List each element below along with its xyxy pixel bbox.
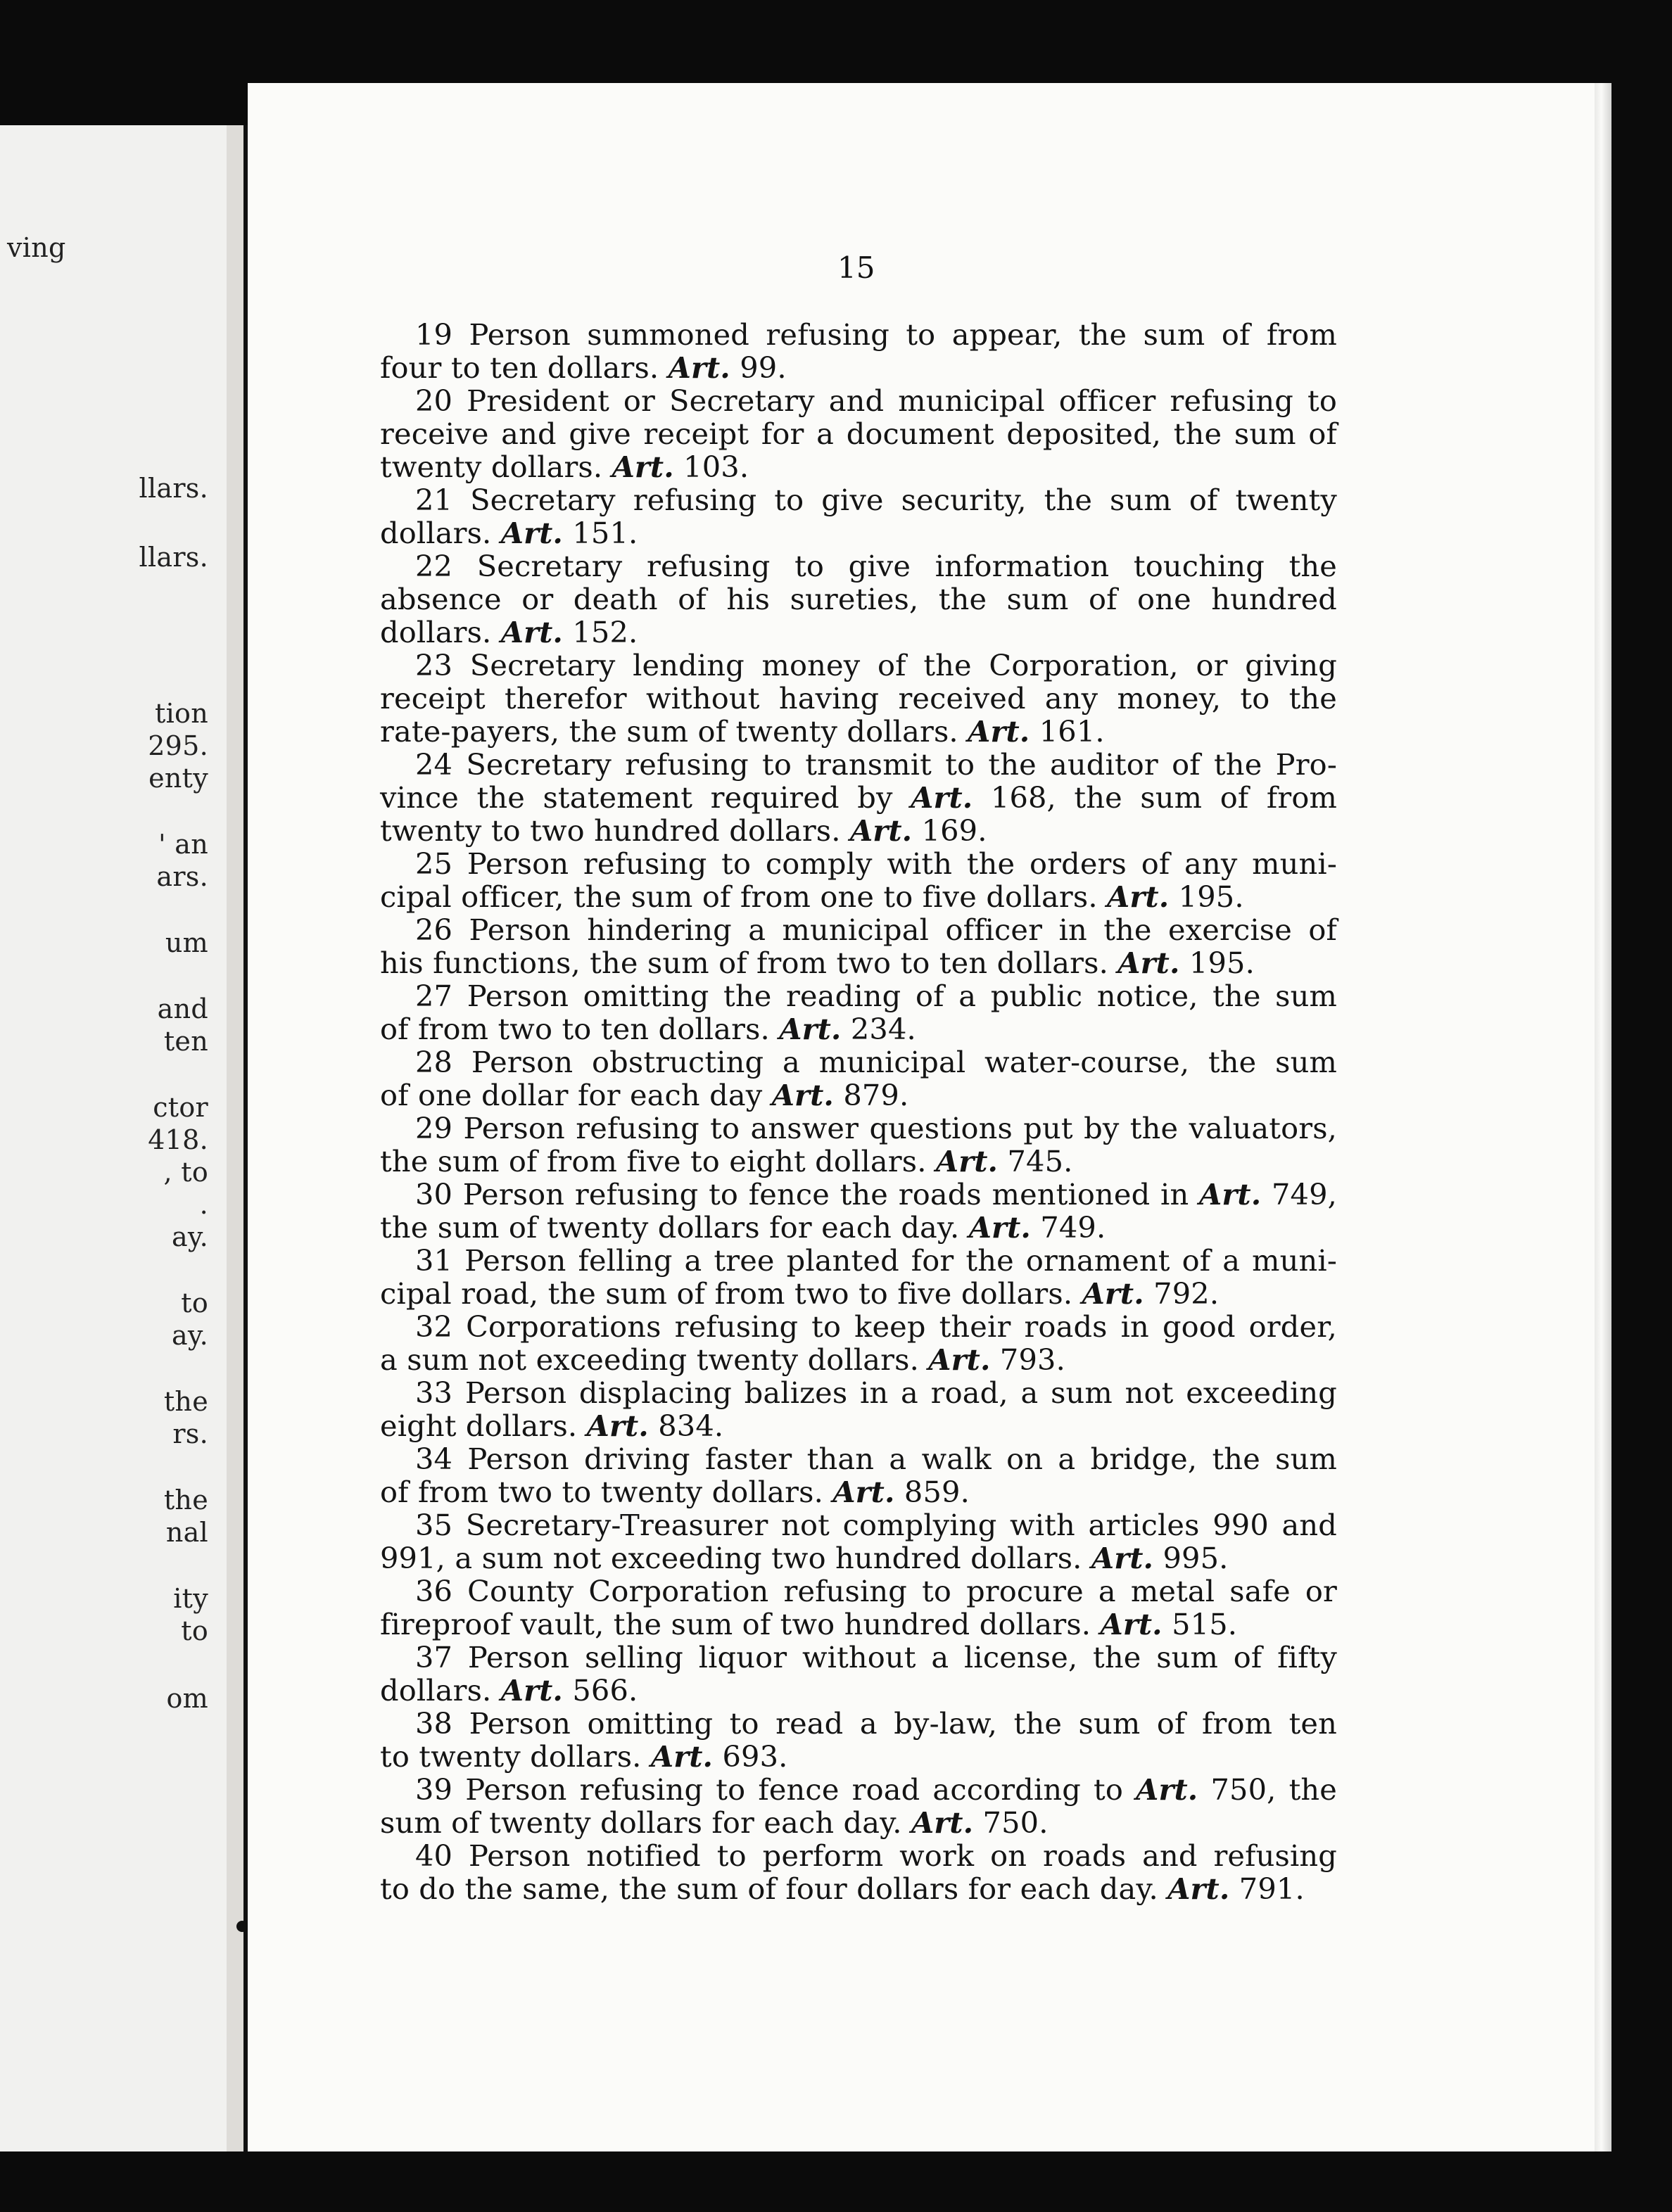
article-reference: Art. bbox=[911, 1805, 974, 1840]
line-text: four to ten dollars. bbox=[380, 350, 659, 385]
line-text: 21 Secretary refusing to give security, the sum of twenty bbox=[415, 483, 1337, 517]
entry-line bbox=[380, 847, 1337, 880]
entry-line bbox=[380, 1707, 1337, 1740]
article-number: 168, the sum of from bbox=[973, 780, 1338, 815]
penalty-entry bbox=[380, 1178, 1337, 1244]
line-text: receive and give receipt for a document deposited, the sum of bbox=[380, 417, 1337, 451]
article-reference: Art. bbox=[668, 350, 730, 385]
article-number: 859. bbox=[894, 1475, 970, 1509]
article-number: 995. bbox=[1153, 1541, 1229, 1575]
entry-line bbox=[380, 1442, 1337, 1475]
page-number: 15 bbox=[837, 250, 875, 285]
left-page-text-fragment: rs. bbox=[172, 1418, 208, 1449]
penalty-entry bbox=[380, 847, 1337, 913]
entry-line bbox=[380, 1773, 1337, 1806]
penalty-entry bbox=[380, 748, 1337, 847]
entry-line bbox=[380, 1145, 1337, 1178]
entry-line bbox=[380, 1872, 1337, 1905]
binding-mark bbox=[236, 1921, 248, 1932]
left-page-text-fragment: ars. bbox=[156, 861, 208, 892]
article-number: 879. bbox=[833, 1078, 909, 1112]
line-text: 35 Secretary-Treasurer not complying with articles 990 and bbox=[415, 1508, 1337, 1542]
line-text: to twenty dollars. bbox=[380, 1739, 642, 1774]
article-number: 750. bbox=[973, 1805, 1049, 1840]
article-reference: Art. bbox=[1107, 879, 1170, 914]
left-page-text-fragment: ' an bbox=[158, 829, 208, 860]
article-reference: Art. bbox=[849, 813, 913, 848]
line-text: to do the same, the sum of four dollars for each day. bbox=[380, 1871, 1158, 1906]
article-reference: Art. bbox=[968, 714, 1030, 749]
entry-line bbox=[380, 682, 1337, 715]
entry-line bbox=[380, 1244, 1337, 1277]
entry-line bbox=[380, 649, 1337, 682]
article-reference: Art. bbox=[771, 1078, 834, 1112]
entry-line bbox=[380, 1508, 1337, 1542]
penalty-entry bbox=[380, 549, 1337, 649]
article-number: 195. bbox=[1179, 946, 1255, 980]
entry-line bbox=[380, 1542, 1337, 1575]
left-page-text-fragment: enty bbox=[148, 763, 208, 794]
line-text: 40 Person notified to perform work on roads and refusing bbox=[415, 1838, 1337, 1873]
left-page-text-fragment: ay. bbox=[171, 1221, 208, 1252]
entry-line bbox=[380, 1079, 1337, 1112]
entry-line bbox=[380, 715, 1337, 748]
article-number: 161. bbox=[1030, 714, 1105, 749]
line-text: 991, a sum not exceeding two hundred dollars. bbox=[380, 1541, 1082, 1575]
article-reference: Art. bbox=[968, 1210, 1031, 1245]
entry-line bbox=[380, 979, 1337, 1012]
left-page-text-fragment: the bbox=[163, 1485, 208, 1515]
article-number: 791. bbox=[1229, 1871, 1305, 1906]
entry-line bbox=[380, 1343, 1337, 1376]
article-reference: Art. bbox=[500, 615, 563, 649]
left-page-text-fragment: and bbox=[157, 993, 208, 1024]
article-reference: Art. bbox=[1136, 1772, 1198, 1807]
line-text: 19 Person summoned refusing to appear, the sum of from bbox=[415, 317, 1337, 352]
article-number: 834. bbox=[648, 1409, 724, 1443]
left-page-text-fragment: 418. bbox=[148, 1124, 208, 1155]
line-text: of from two to twenty dollars. bbox=[380, 1475, 823, 1509]
line-text: 25 Person refusing to comply with the orders of any muni- bbox=[415, 846, 1337, 881]
penalty-list bbox=[380, 318, 1337, 1905]
penalty-entry bbox=[380, 1773, 1337, 1839]
entry-line bbox=[380, 616, 1337, 649]
left-page-text-fragment: ay. bbox=[171, 1320, 208, 1351]
left-page-text-fragment: ten bbox=[163, 1026, 208, 1057]
line-text: the sum of from five to eight dollars. bbox=[380, 1144, 927, 1178]
left-page-text-fragment: . bbox=[199, 1189, 208, 1220]
left-page-text-fragment: llars. bbox=[139, 473, 208, 504]
entry-line bbox=[380, 450, 1337, 483]
penalty-entry bbox=[380, 1707, 1337, 1773]
entry-line bbox=[380, 814, 1337, 847]
line-text: 34 Person driving faster than a walk on a bridge, the sum bbox=[415, 1442, 1337, 1476]
article-number: 749, bbox=[1261, 1177, 1337, 1212]
line-text: 37 Person selling liquor without a license, the sum of fifty bbox=[415, 1640, 1337, 1674]
article-number: 169. bbox=[912, 813, 987, 848]
page-edge bbox=[1595, 83, 1611, 2151]
entry-line bbox=[380, 583, 1337, 616]
line-text: dollars. bbox=[380, 1673, 492, 1708]
article-reference: Art. bbox=[500, 516, 563, 550]
entry-line bbox=[380, 1641, 1337, 1674]
entry-line bbox=[380, 1839, 1337, 1872]
previous-page-fragment bbox=[0, 125, 231, 2151]
penalty-entry bbox=[380, 1244, 1337, 1310]
entry-line bbox=[380, 1211, 1337, 1244]
line-text: 33 Person displacing balizes in a road, a sum not exceeding bbox=[415, 1375, 1337, 1410]
penalty-entry bbox=[380, 649, 1337, 748]
entry-line bbox=[380, 1376, 1337, 1409]
penalty-entry bbox=[380, 1508, 1337, 1575]
entry-line bbox=[380, 1475, 1337, 1508]
entry-line bbox=[380, 516, 1337, 549]
entry-line bbox=[380, 1277, 1337, 1310]
entry-line bbox=[380, 880, 1337, 913]
article-reference: Art. bbox=[1082, 1276, 1144, 1311]
entry-line bbox=[380, 913, 1337, 946]
article-number: 566. bbox=[563, 1673, 638, 1708]
line-text: the sum of twenty dollars for each day. bbox=[380, 1210, 960, 1245]
line-text: vince the statement required by bbox=[380, 780, 893, 815]
penalty-entry bbox=[380, 1045, 1337, 1112]
line-text: 27 Person omitting the reading of a public notice, the sum bbox=[415, 979, 1337, 1013]
entry-line bbox=[380, 946, 1337, 979]
line-text: rate-payers, the sum of twenty dollars. bbox=[380, 714, 958, 749]
entry-line bbox=[380, 1045, 1337, 1079]
line-text: his functions, the sum of from two to ten dollars. bbox=[380, 946, 1108, 980]
penalty-entry bbox=[380, 1575, 1337, 1641]
article-reference: Art. bbox=[1167, 1871, 1230, 1906]
line-text: twenty dollars. bbox=[380, 450, 603, 484]
article-number: 693. bbox=[713, 1739, 788, 1774]
left-page-text-fragment: to bbox=[181, 1288, 208, 1318]
line-text: cipal officer, the sum of from one to five dollars. bbox=[380, 879, 1098, 914]
left-page-text-fragment: llars. bbox=[139, 542, 208, 573]
article-number: 195. bbox=[1169, 879, 1244, 914]
line-text: 20 President or Secretary and municipal officer refusing to bbox=[415, 383, 1337, 418]
line-text: cipal road, the sum of from two to five dollars. bbox=[380, 1276, 1073, 1311]
left-page-text-fragment: ving bbox=[7, 232, 66, 263]
left-page-text-fragment: tion bbox=[155, 698, 208, 729]
penalty-entry bbox=[380, 1376, 1337, 1442]
article-reference: Art. bbox=[928, 1342, 991, 1377]
left-page-text-fragment: om bbox=[166, 1683, 208, 1714]
line-text: 23 Secretary lending money of the Corporation, or giving bbox=[415, 648, 1337, 682]
line-text: 32 Corporations refusing to keep their roads in good order, bbox=[415, 1309, 1337, 1344]
article-number: 103. bbox=[673, 450, 749, 484]
line-text: 24 Secretary refusing to transmit to the auditor of the Pro- bbox=[415, 747, 1337, 782]
article-reference: Art. bbox=[1100, 1607, 1163, 1641]
line-text: fireproof vault, the sum of two hundred dollars. bbox=[380, 1607, 1091, 1641]
line-text: 39 Person refusing to fence road according to bbox=[415, 1772, 1124, 1807]
penalty-entry bbox=[380, 1839, 1337, 1905]
article-reference: Art. bbox=[779, 1012, 842, 1046]
entry-line bbox=[380, 318, 1337, 351]
left-page-text-fragment: ity bbox=[173, 1583, 208, 1614]
entry-line bbox=[380, 1608, 1337, 1641]
left-page-text-fragment: to bbox=[181, 1615, 208, 1646]
article-reference: Art. bbox=[911, 780, 973, 815]
entry-line bbox=[380, 1575, 1337, 1608]
left-page-text-fragment: , to bbox=[163, 1157, 208, 1188]
article-reference: Art. bbox=[935, 1144, 999, 1178]
entry-line bbox=[380, 1409, 1337, 1442]
line-text: 28 Person obstructing a municipal water-course, the sum bbox=[415, 1045, 1337, 1079]
line-text: 22 Secretary refusing to give information touching the bbox=[415, 549, 1337, 583]
line-text: eight dollars. bbox=[380, 1409, 578, 1443]
line-text: receipt therefor without having received any money, to the bbox=[380, 681, 1337, 716]
penalty-entry bbox=[380, 384, 1337, 483]
article-number: 152. bbox=[563, 615, 638, 649]
article-reference: Art. bbox=[612, 450, 674, 484]
penalty-entry bbox=[380, 1442, 1337, 1508]
article-reference: Art. bbox=[1091, 1541, 1154, 1575]
entry-line bbox=[380, 1310, 1337, 1343]
entry-line bbox=[380, 748, 1337, 781]
article-number: 750, the bbox=[1198, 1772, 1337, 1807]
article-reference: Art. bbox=[500, 1673, 563, 1708]
article-number: 749. bbox=[1030, 1210, 1106, 1245]
line-text: 30 Person refusing to fence the roads mentioned in bbox=[415, 1177, 1189, 1212]
article-number: 151. bbox=[563, 516, 638, 550]
line-text: 26 Person hindering a municipal officer in the exercise of bbox=[415, 913, 1337, 947]
article-reference: Art. bbox=[1199, 1177, 1262, 1212]
entry-line bbox=[380, 1740, 1337, 1773]
entry-line bbox=[380, 1806, 1337, 1839]
entry-line bbox=[380, 351, 1337, 384]
line-text: twenty to two hundred dollars. bbox=[380, 813, 841, 848]
entry-line bbox=[380, 417, 1337, 450]
article-number: 793. bbox=[990, 1342, 1065, 1377]
line-text: a sum not exceeding twenty dollars. bbox=[380, 1342, 919, 1377]
article-reference: Art. bbox=[832, 1475, 895, 1509]
penalty-entry bbox=[380, 483, 1337, 549]
penalty-entry bbox=[380, 913, 1337, 979]
article-reference: Art. bbox=[650, 1739, 714, 1774]
line-text: 31 Person felling a tree planted for the ornament of a muni- bbox=[415, 1243, 1337, 1278]
article-number: 99. bbox=[730, 350, 787, 385]
entry-line bbox=[380, 1178, 1337, 1211]
line-text: sum of twenty dollars for each day. bbox=[380, 1805, 902, 1840]
line-text: dollars. bbox=[380, 615, 492, 649]
left-page-text-fragment: nal bbox=[165, 1517, 208, 1548]
entry-line bbox=[380, 1674, 1337, 1707]
entry-line bbox=[380, 1012, 1337, 1045]
entry-line bbox=[380, 781, 1337, 814]
penalty-entry bbox=[380, 1310, 1337, 1376]
line-text: of one dollar for each day bbox=[380, 1078, 763, 1112]
article-number: 234. bbox=[841, 1012, 916, 1046]
left-page-text-fragment: um bbox=[165, 927, 208, 958]
entry-line bbox=[380, 483, 1337, 516]
entry-line bbox=[380, 384, 1337, 417]
left-page-text-fragment: 295. bbox=[148, 730, 208, 761]
left-page-text-fragment: the bbox=[163, 1386, 208, 1417]
line-text: 29 Person refusing to answer questions put by the valuators, bbox=[415, 1111, 1337, 1145]
entry-line bbox=[380, 549, 1337, 583]
article-reference: Art. bbox=[1117, 946, 1180, 980]
entry-line bbox=[380, 1112, 1337, 1145]
line-text: 38 Person omitting to read a by-law, the sum of from ten bbox=[415, 1706, 1337, 1741]
article-number: 745. bbox=[998, 1144, 1073, 1178]
article-reference: Art. bbox=[586, 1409, 649, 1443]
penalty-entry bbox=[380, 318, 1337, 384]
left-page-text-fragment: ctor bbox=[153, 1092, 208, 1123]
penalty-entry bbox=[380, 1112, 1337, 1178]
article-number: 792. bbox=[1144, 1276, 1220, 1311]
line-text: of from two to ten dollars. bbox=[380, 1012, 770, 1046]
article-number: 515. bbox=[1162, 1607, 1238, 1641]
penalty-entry bbox=[380, 979, 1337, 1045]
line-text: 36 County Corporation refusing to procure a metal safe or bbox=[415, 1574, 1337, 1608]
line-text: absence or death of his sureties, the sum of one hundred bbox=[380, 582, 1337, 616]
penalty-entry bbox=[380, 1641, 1337, 1707]
line-text: dollars. bbox=[380, 516, 492, 550]
